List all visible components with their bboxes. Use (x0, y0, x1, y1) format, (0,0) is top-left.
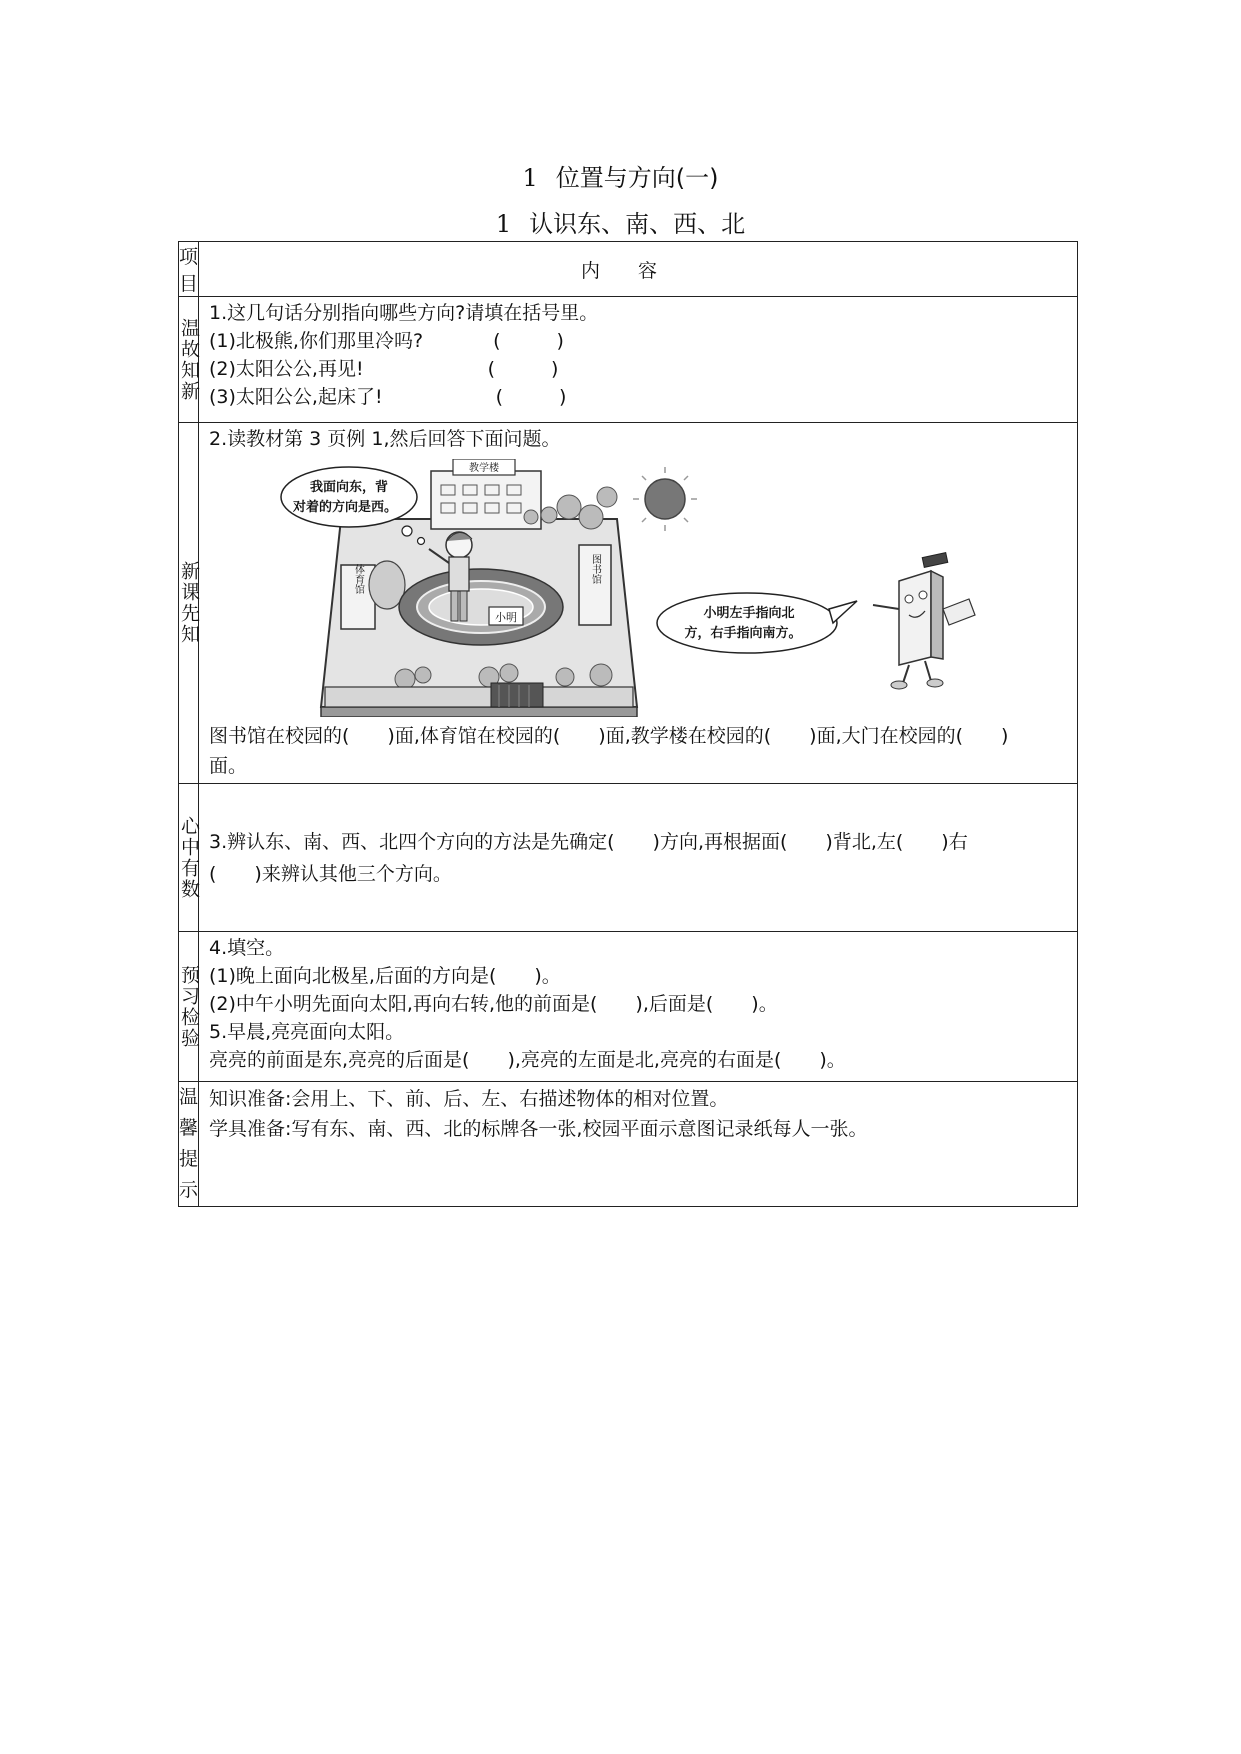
svg-text:我面向东，背: 我面向东，背 (310, 480, 389, 495)
worksheet-table (178, 241, 1078, 1207)
question-1-3: (3)太阳公公,起床了! ( ) (209, 383, 1069, 411)
header-content (199, 242, 1078, 297)
table-row (179, 1082, 1078, 1207)
row-label-cell (179, 784, 199, 932)
row-content (199, 423, 1078, 784)
question-4-1: (1)晚上面向北极星,后面的方向是( )。 (209, 965, 561, 987)
row-content (199, 297, 1078, 423)
question-3: 3.辨认东、南、西、北四个方向的方法是先确定( )方向,再根据面( )背北,左( )右( )来辨认其他三个方向。 (209, 830, 968, 885)
question-1: 1.这几句话分别指向哪些方向?请填在括号里。 (209, 302, 599, 324)
row-label-understand: 心中有数 (178, 815, 200, 900)
subtitle-text: 认识东、南、西、北 (529, 210, 746, 238)
name-tag: 小明 (495, 611, 518, 624)
row-label-cell (179, 1082, 199, 1207)
campus-illustration (209, 459, 1069, 717)
row-label-new-lesson: 新课先知 (178, 561, 200, 645)
answer-blank[interactable]: ( ) (487, 358, 559, 380)
tip-knowledge: 知识准备:会用上、下、前、后、左、右描述物体的相对位置。 (209, 1088, 729, 1110)
question-2: 2.读教材第 3 页例 1,然后回答下面问题。 (209, 428, 561, 450)
svg-text:方，右手指向南方。: 方，右手指向南方。 (684, 626, 802, 641)
table-row (179, 297, 1078, 423)
row-content (199, 932, 1078, 1082)
building-label-top: 教学楼 (469, 463, 500, 474)
sun-icon (633, 467, 697, 531)
speech-bubble-right (657, 593, 857, 653)
row-label-cell (179, 297, 199, 423)
page-subtitle (0, 204, 1241, 239)
row-label-review: 温故知新 (178, 317, 200, 402)
table-row (179, 423, 1078, 784)
page-title (0, 158, 1241, 193)
answer-blank[interactable]: ( ) (493, 330, 564, 352)
table-header-row (179, 242, 1078, 297)
subtitle-number: 1 (495, 210, 512, 238)
tip-materials: 学具准备:写有东、南、西、北的标牌各一张,校园平面示意图记录纸每人一张。 (209, 1118, 868, 1140)
building-label-right: 图书馆 (589, 554, 601, 584)
table-row (179, 784, 1078, 932)
header-content-text: 内容 (581, 259, 696, 282)
row-label-preview-check: 预习检验 (178, 964, 200, 1049)
title-number: 1 (522, 164, 538, 192)
question-4: 4.填空。 (209, 937, 285, 959)
question-1-2: (2)太阳公公,再见! ( ) (209, 355, 1069, 383)
question-4-2: (2)中午小明先面向太阳,再向右转,他的前面是( ),后面是( )。 (209, 993, 778, 1015)
row-label-tip-1: 温馨 (179, 1086, 199, 1139)
table-row (179, 932, 1078, 1082)
row-content (199, 1082, 1078, 1207)
header-item: 项目 (179, 242, 199, 297)
row-content (199, 784, 1078, 932)
building-label-left: 体育馆 (352, 564, 364, 594)
svg-text:对着的方向是西。: 对着的方向是西。 (293, 500, 398, 515)
title-text: 位置与方向(一) (555, 164, 719, 192)
question-5-fill: 亮亮的前面是东,亮亮的后面是( ),亮亮的左面是北,亮亮的右面是( )。 (209, 1049, 846, 1071)
question-1-1: (1)北极熊,你们那里冷吗? ( ) (209, 327, 1069, 355)
answer-blank[interactable]: ( ) (495, 386, 567, 408)
row-label-tip-2: 提示 (179, 1148, 199, 1201)
question-2-fill: 图书馆在校园的( )面,体育馆在校园的( )面,教学楼在校园的( )面,大门在校园的( )面。 (209, 725, 1009, 777)
row-label-cell (179, 423, 199, 784)
row-label-cell (179, 932, 199, 1082)
svg-text:小明左手指向北: 小明左手指向北 (703, 606, 795, 621)
book-mascot-icon (873, 553, 975, 689)
question-5: 5.早晨,亮亮面向太阳。 (209, 1021, 405, 1043)
